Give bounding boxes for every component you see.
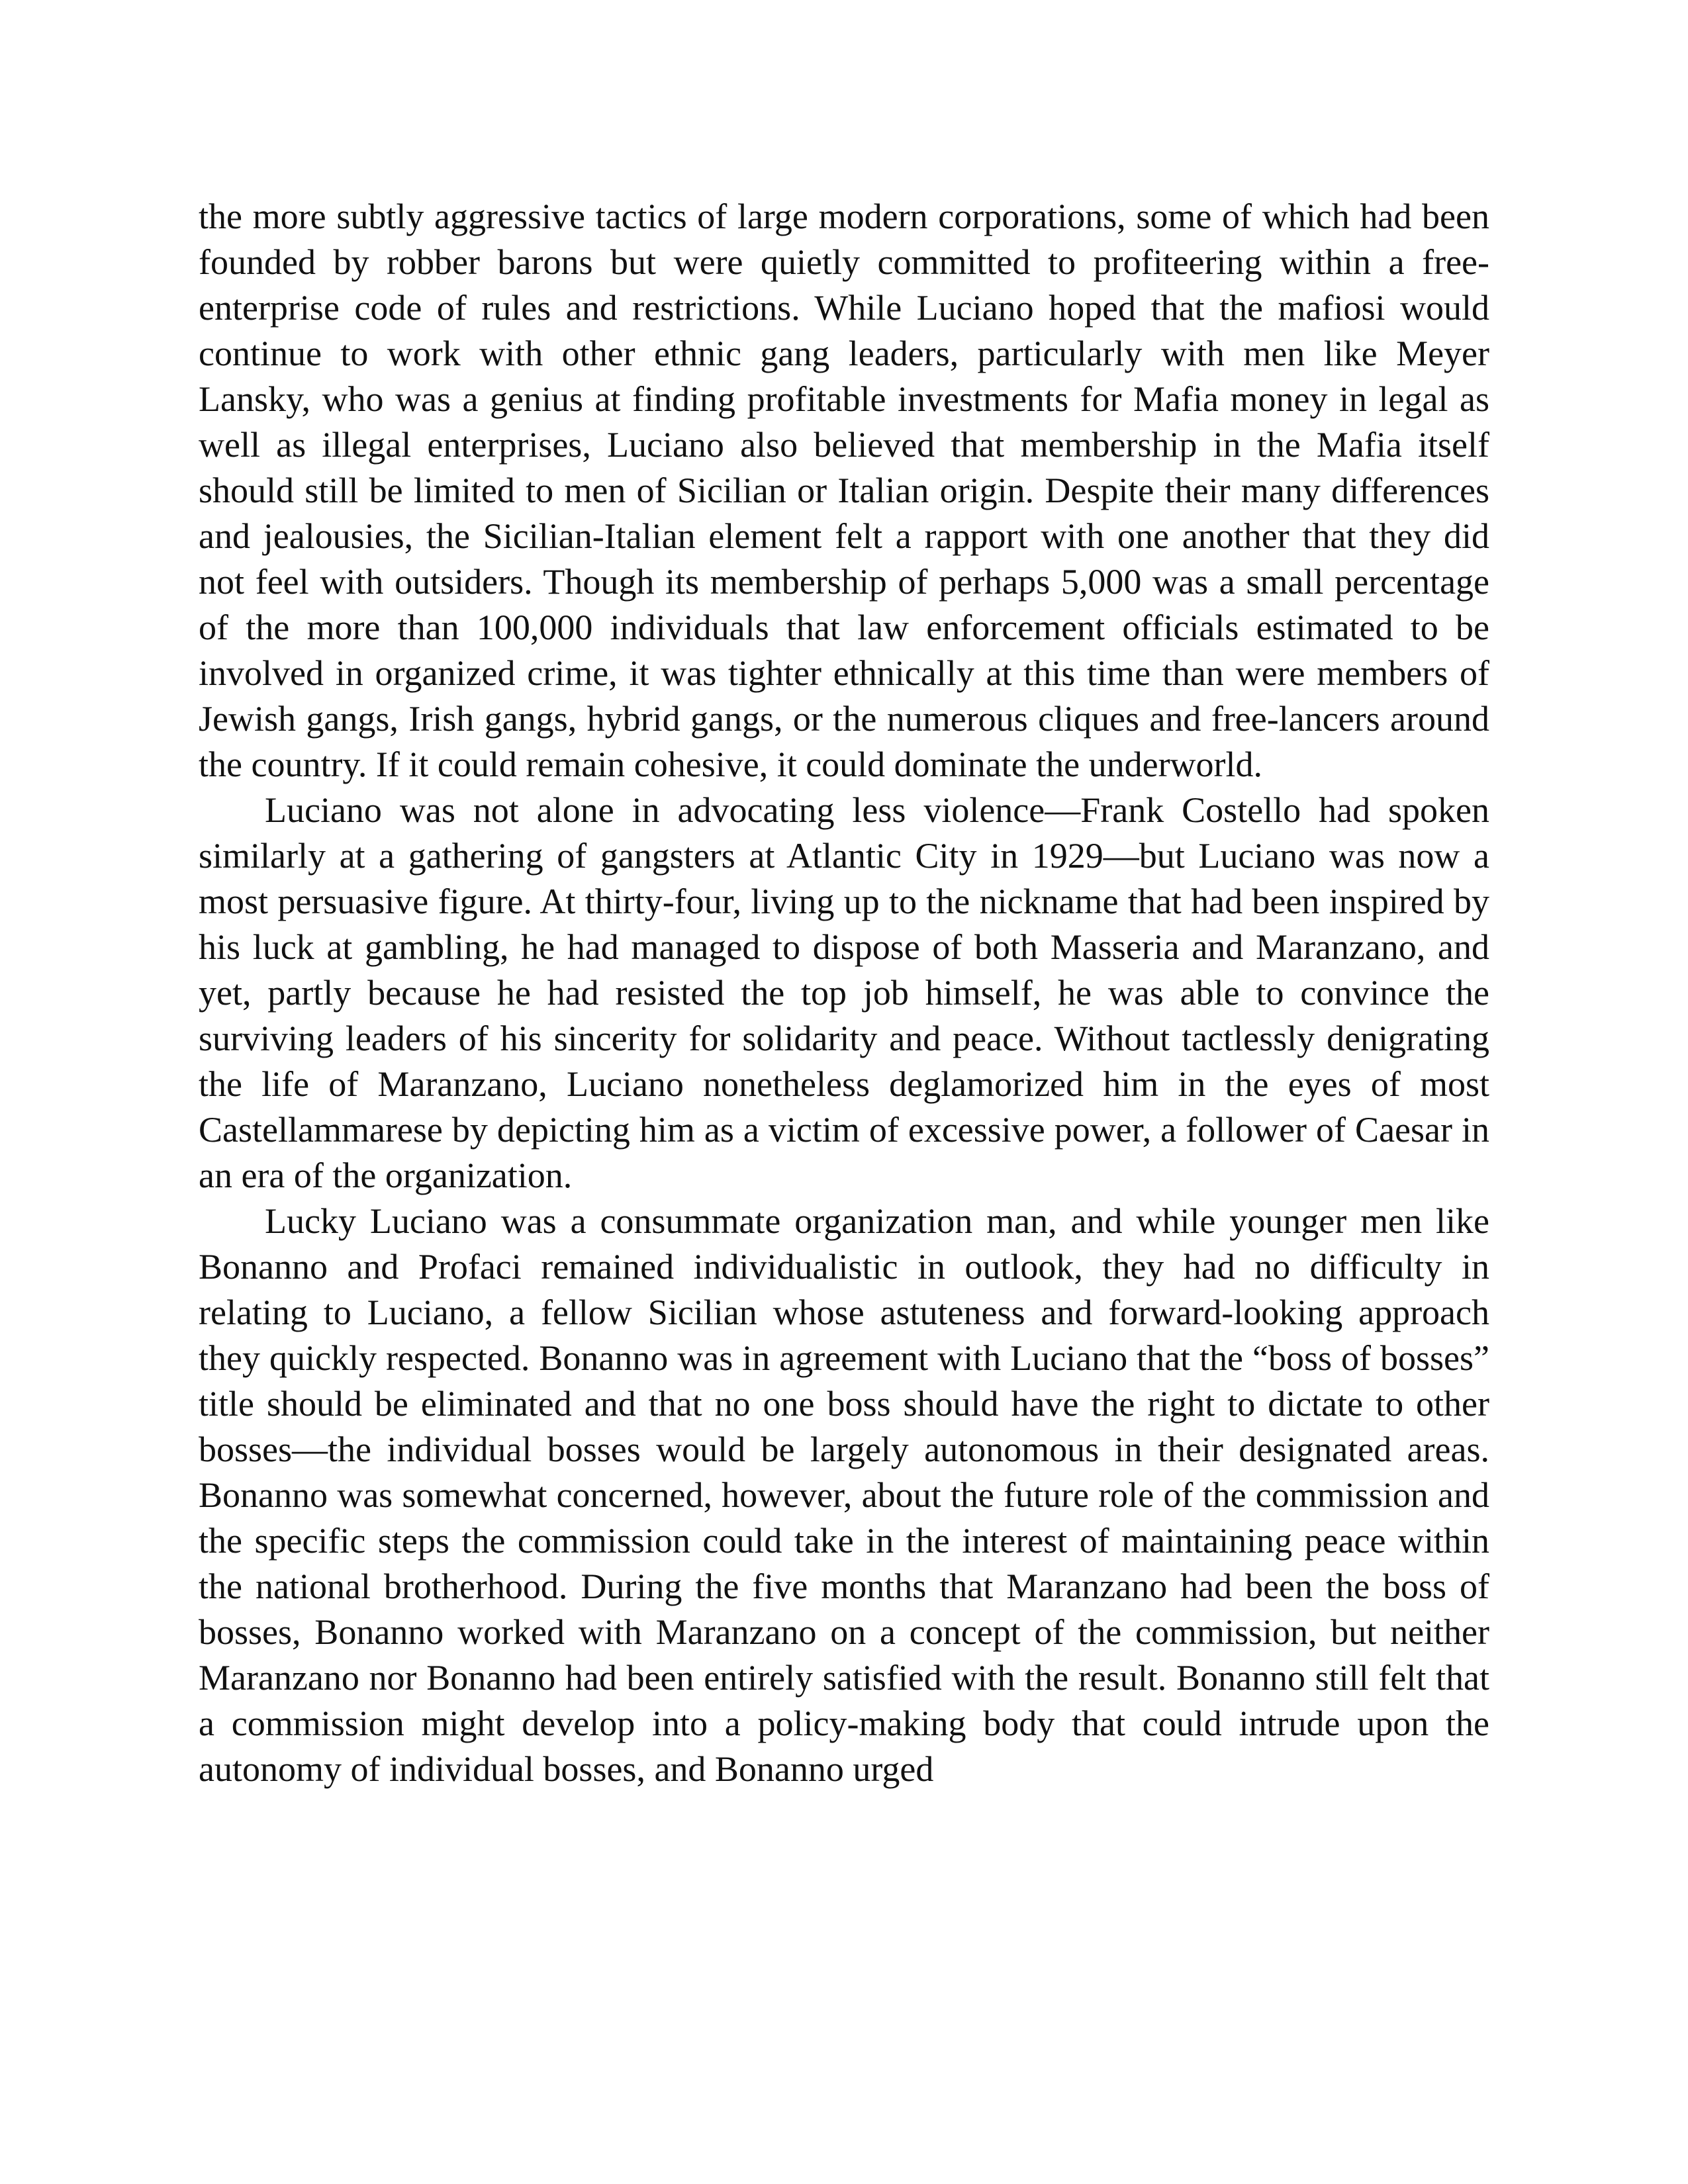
paragraph-3: Lucky Luciano was a consummate organization man, and while younger men like Bonanno and Profaci remained individualistic in outlook, they had no difficulty in relating to Luciano, a fellow Sicilian whose astuteness and forward-looking approach they quickly respected. Bonanno was in agreement with Luciano that the “boss of bosses” title should be eliminated and that no one boss should have the right to dictate to other bosses—the individual bosses would be largely autonomous in their designated areas. Bonanno was somewhat concerned, however, about the future role of the commission and the specific steps the commission could take in the interest of maintaining peace within the national brotherhood. During the five months that Maranzano had been the boss of bosses, Bonanno worked with Maranzano on a concept of the commission, but neither Maranzano nor Bonanno had been entirely satisfied with the result. Bonanno still felt that a commission might develop into a policy-making body that could intrude upon the autonomy of individual bosses, and Bonanno urged bbox=[199, 1201, 1489, 1789]
paragraph-2: Luciano was not alone in advocating less violence—Frank Costello had spoken similarly at a gathering of gangsters at Atlantic City in 1929—but Luciano was now a most persuasive figure. At thirty-four, living up to the nickname that had been inspired by his luck at gambling, he had managed to dispose of both Masseria and Maranzano, and yet, partly because he had resisted the top job himself, he was able to convince the surviving leaders of his sincerity for solidarity and peace. Without tactlessly denigrating the life of Maranzano, Luciano nonetheless deglamorized him in the eyes of most Castellammarese by depicting him as a victim of excessive power, a follower of Caesar in an era of the organization. bbox=[199, 790, 1489, 1195]
body-text bbox=[199, 194, 1489, 1792]
paragraph-1: the more subtly aggressive tactics of large modern corporations, some of which had been founded by robber barons but were quietly committed to profiteering within a free-enterprise code of rules and restrictions. While Luciano hoped that the mafiosi would continue to work with other ethnic gang leaders, particularly with men like Meyer Lansky, who was a genius at finding profitable investments for Mafia money in legal as well as illegal enterprises, Luciano also believed that membership in the Mafia itself should still be limited to men of Sicilian or Italian origin. Despite their many differences and jealousies, the Sicilian-Italian element felt a rapport with one another that they did not feel with outsiders. Though its membership of perhaps 5,000 was a small percentage of the more than 100,000 individuals that law enforcement officials estimated to be involved in organized crime, it was tighter ethnically at this time than were members of Jewish gangs, Irish gangs, hybrid gangs, or the numerous cliques and free-lancers around the country. If it could remain cohesive, it could dominate the underworld. bbox=[199, 197, 1489, 784]
